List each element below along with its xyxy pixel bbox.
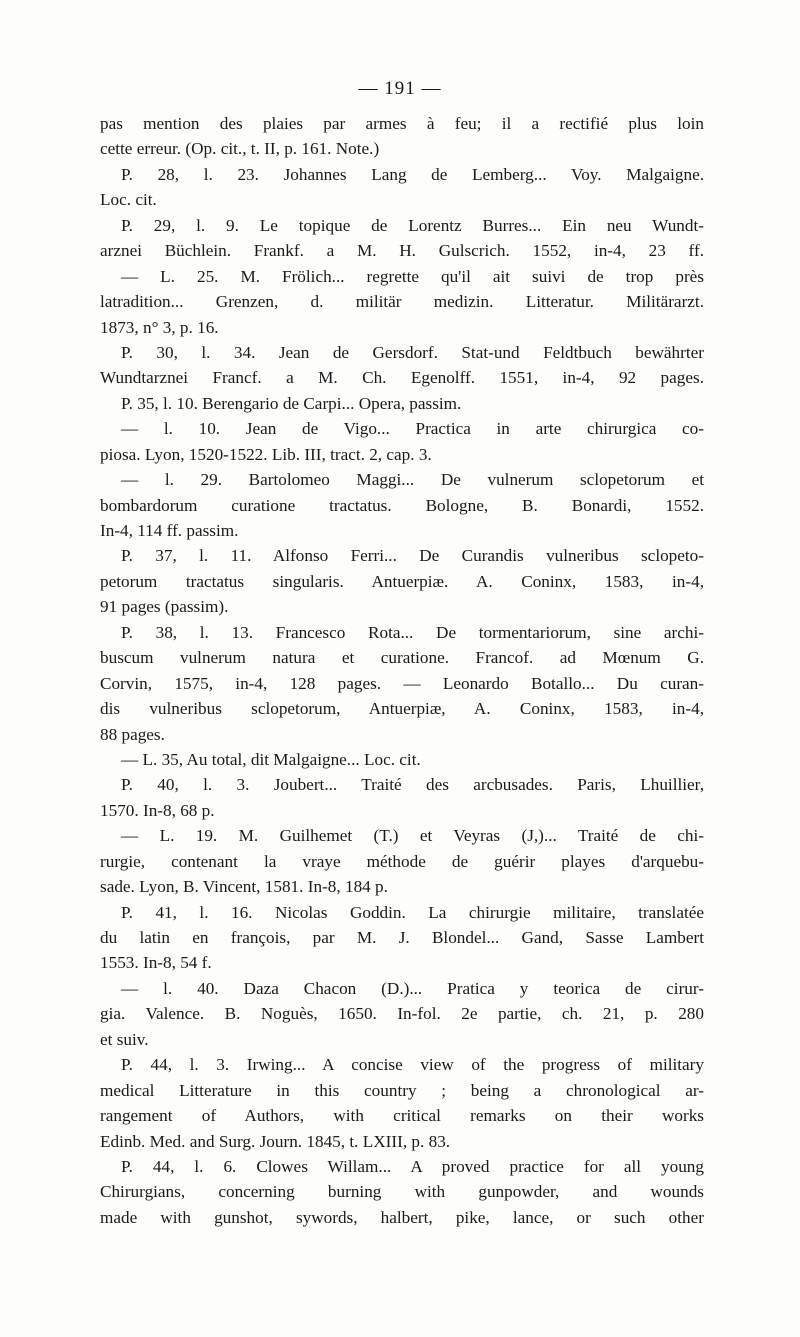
text-line: — L. 25. M. Frölich... regrette qu'il ait suivi de trop près — [121, 266, 704, 286]
page-number: — 191 — — [358, 78, 442, 99]
text-line: dis vulneribus sclopetorum, Antuerpiæ, A. Coninx, 1583, in-4, — [100, 699, 704, 719]
text-line: P. 38, l. 13. Francesco Rota... De tormentariorum, sine archi- — [121, 622, 704, 642]
text-line: P. 41, l. 16. Nicolas Goddin. La chirurgie militaire, translatée — [121, 902, 704, 922]
text-line: rurgie, contenant la vraye méthode de guérir playes d'arquebu- — [100, 851, 704, 871]
text-line: pas mention des plaies par armes à feu; il a rectifié plus loin — [100, 114, 704, 133]
text-line: latradition... Grenzen, d. militär medizin. Litteratur. Militärarzt. — [100, 292, 704, 312]
text-line: arznei Büchlein. Frankf. a M. H. Gulscrich. 1552, in-4, 23 ff. — [100, 241, 704, 261]
text-line: P. 37, l. 11. Alfonso Ferri... De Curandis vulneribus sclopeto- — [121, 546, 704, 566]
text-line: 1553. In-8, 54 f. — [100, 953, 212, 973]
text-line: — L. 19. M. Guilhemet (T.) et Veyras (J,)... Traité de chi- — [121, 826, 704, 846]
text-line: Edinb. Med. and Surg. Journ. 1845, t. LXIII, p. 83. — [100, 1131, 451, 1151]
text-line: 88 pages. — [100, 724, 165, 744]
text-line: Loc. cit. — [100, 190, 157, 210]
text-line: P. 44, l. 6. Clowes Willam... A proved practice for all young — [121, 1156, 704, 1176]
text-line: bombardorum curatione tractatus. Bologne, B. Bonardi, 1552. — [100, 495, 704, 515]
text-line: 1873, n° 3, p. 16. — [100, 317, 219, 337]
text-line: Corvin, 1575, in-4, 128 pages. — Leonardo Botallo... Du curan- — [100, 673, 704, 693]
text-line: piosa. Lyon, 1520-1522. Lib. III, tract. 2, cap. 3. — [100, 444, 432, 464]
text-line: medical Litterature in this country ; being a chronological ar- — [100, 1080, 704, 1100]
text-line: 91 pages (passim). — [100, 597, 229, 617]
text-line: gia. Valence. B. Noguès, 1650. In-fol. 2e partie, ch. 21, p. 280 — [100, 1004, 704, 1024]
text-line: sade. Lyon, B. Vincent, 1581. In-8, 184 p. — [100, 877, 388, 897]
text-line: 1570. In-8, 68 p. — [100, 800, 215, 820]
text-line: — L. 35, Au total, dit Malgaigne... Loc. cit. — [121, 749, 421, 769]
text-line: Chirurgians, concerning burning with gunpowder, and wounds — [100, 1182, 704, 1202]
text-line: rangement of Authors, with critical remarks on their works — [100, 1106, 704, 1126]
text-line: — l. 29. Bartolomeo Maggi... De vulnerum sclopetorum et — [121, 470, 704, 490]
text-line: P. 29, l. 9. Le topique de Lorentz Burres... Ein neu Wundt- — [121, 215, 704, 235]
text-line: P. 30, l. 34. Jean de Gersdorf. Stat-und Feldtbuch bewährter — [121, 342, 704, 362]
text-line: et suiv. — [100, 1029, 149, 1049]
text-line: — l. 40. Daza Chacon (D.)... Pratica y teorica de cirur- — [121, 978, 704, 998]
text-line: — l. 10. Jean de Vigo... Practica in arte chirurgica co- — [121, 419, 704, 439]
text-line: P. 28, l. 23. Johannes Lang de Lemberg... Voy. Malgaigne. — [121, 164, 704, 184]
text-line: du latin en françois, par M. J. Blondel... Gand, Sasse Lambert — [100, 928, 704, 947]
text-line: Wundtarznei Francf. a M. Ch. Egenolff. 1551, in-4, 92 pages. — [100, 368, 704, 388]
text-line: buscum vulnerum natura et curatione. Francof. ad Mœnum G. — [100, 648, 704, 668]
text-line: made with gunshot, sywords, halbert, pike, lance, or such other — [100, 1207, 704, 1227]
page-body — [100, 111, 704, 1230]
text-line: P. 35, l. 10. Berengario de Carpi... Opera, passim. — [121, 393, 462, 413]
text-line: In-4, 114 ff. passim. — [100, 521, 239, 540]
text-line: petorum tractatus singularis. Antuerpiæ. A. Coninx, 1583, in-4, — [100, 571, 704, 591]
text-line: cette erreur. (Op. cit., t. II, p. 161. Note.) — [100, 139, 380, 159]
text-line: P. 44, l. 3. Irwing... A concise view of the progress of military — [121, 1055, 704, 1075]
text-line: P. 40, l. 3. Joubert... Traité des arcbusades. Paris, Lhuillier, — [121, 775, 704, 795]
